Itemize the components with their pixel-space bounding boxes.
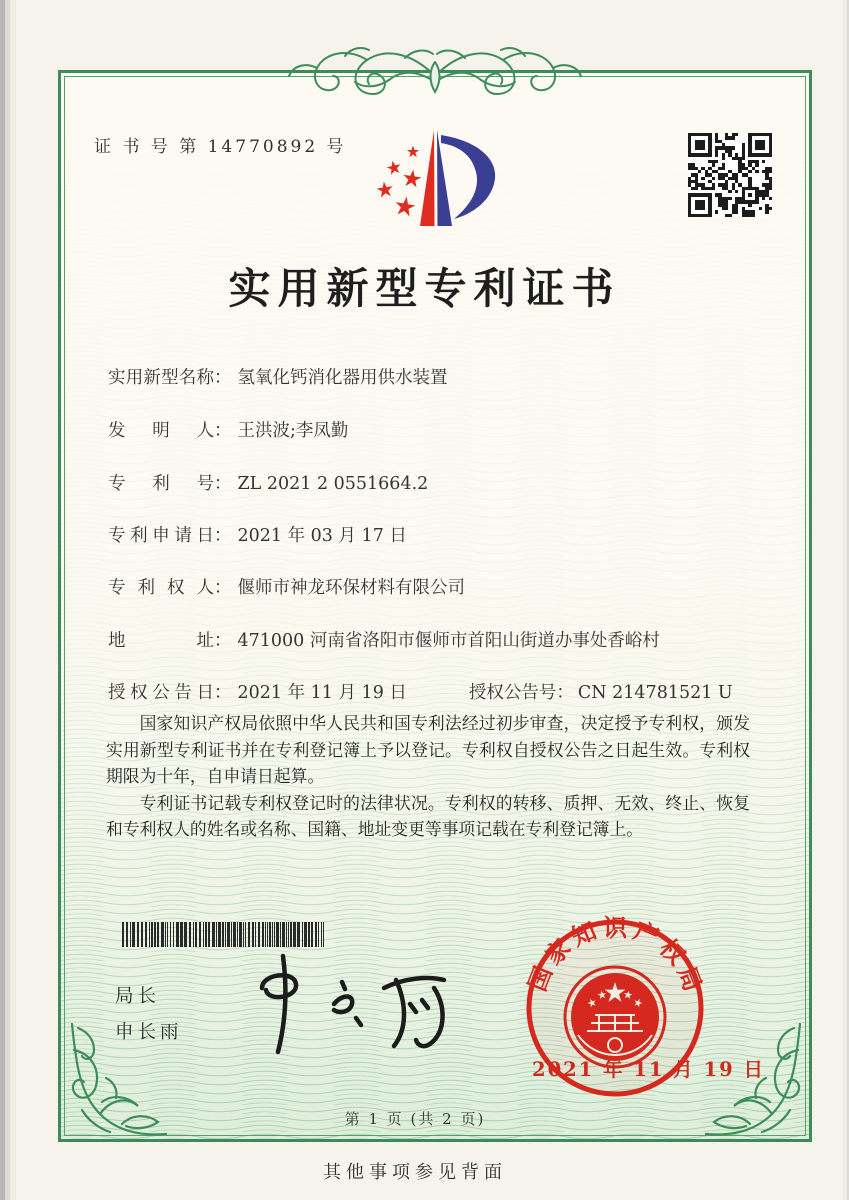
- field-label: 发明人: [108, 421, 214, 441]
- seal-arc-text: 国家知识产权局: [522, 913, 708, 996]
- director-name: 申长雨: [115, 1022, 183, 1043]
- field-row-inventor: [108, 417, 348, 442]
- field-value: CN 214781521 U: [577, 683, 733, 703]
- field-row-patentee: [108, 574, 465, 599]
- legal-paragraph-1: 国家知识产权局依照中华人民共和国专利法经过初步审查，决定授予专利权，颁发实用新型专利证书并在专利登记簿上予以登记。专利权自授权公告之日起生效。专利权期限为十年，自申请日起算。: [106, 713, 750, 786]
- field-value: 471000 河南省洛阳市偃师市首阳山街道办事处香峪村: [237, 631, 660, 651]
- field-label: 专利申请日: [108, 526, 214, 546]
- field-label: 地址: [108, 631, 214, 651]
- qr-code: [688, 133, 772, 217]
- field-row-filing-date: [108, 522, 407, 547]
- director-signature: [238, 948, 463, 1060]
- legal-text: [106, 710, 750, 843]
- director-title: 局长: [115, 986, 161, 1007]
- field-label: 授权公告号: [468, 683, 557, 703]
- field-row-name: [108, 364, 448, 389]
- field-value: 2021 年 11 月 19 日: [237, 683, 407, 703]
- seal-date: 2021 年 11 月 19 日: [532, 1058, 765, 1081]
- field-colon: ：: [214, 421, 232, 441]
- field-value: 2021 年 03 月 17 日: [237, 526, 407, 546]
- field-row-grant: [108, 679, 733, 704]
- field-value: 氢氧化钙消化器用供水装置: [237, 368, 448, 388]
- field-label: 专利号: [108, 474, 214, 494]
- scan-edge-right: [843, 0, 849, 1200]
- field-row-address: [108, 627, 660, 652]
- field-colon: ：: [214, 368, 232, 388]
- field-pair-grant-number: [469, 683, 733, 703]
- legal-paragraph-2: 专利证书记载专利权登记时的法律状况。专利权的转移、质押、无效、终止、恢复和专利权人的姓名或名称、国籍、地址变更等事项记载在专利登记簿上。: [106, 792, 750, 839]
- field-label: 实用新型名称: [108, 368, 214, 388]
- field-colon: ：: [556, 683, 574, 703]
- national-emblem: [565, 967, 665, 1067]
- field-colon: ：: [214, 526, 232, 546]
- back-side-note: 其他事项参见背面: [323, 1162, 507, 1183]
- field-label: 授权公告日: [108, 683, 214, 703]
- barcode: [122, 922, 336, 947]
- field-label: 专利权人: [108, 578, 214, 598]
- scan-edge-artifact: [0, 0, 16, 1200]
- field-colon: ：: [214, 474, 232, 494]
- field-value: 偃师市神龙环保材料有限公司: [237, 578, 465, 598]
- field-value: 王洪波;李凤勤: [237, 421, 349, 441]
- cnipa-logo: [368, 126, 510, 232]
- field-row-patent-no: [108, 470, 428, 495]
- certificate-number: 证 书 号 第 14770892 号: [94, 137, 347, 157]
- field-colon: ：: [214, 631, 232, 651]
- top-flourish-ornament: [285, 36, 585, 110]
- page-indicator: 第 1 页 (共 2 页): [344, 1110, 486, 1128]
- field-colon: ：: [214, 683, 232, 703]
- field-colon: ：: [214, 578, 232, 598]
- field-value: ZL 2021 2 0551664.2: [237, 474, 429, 494]
- certificate-title: 实用新型专利证书: [228, 264, 621, 313]
